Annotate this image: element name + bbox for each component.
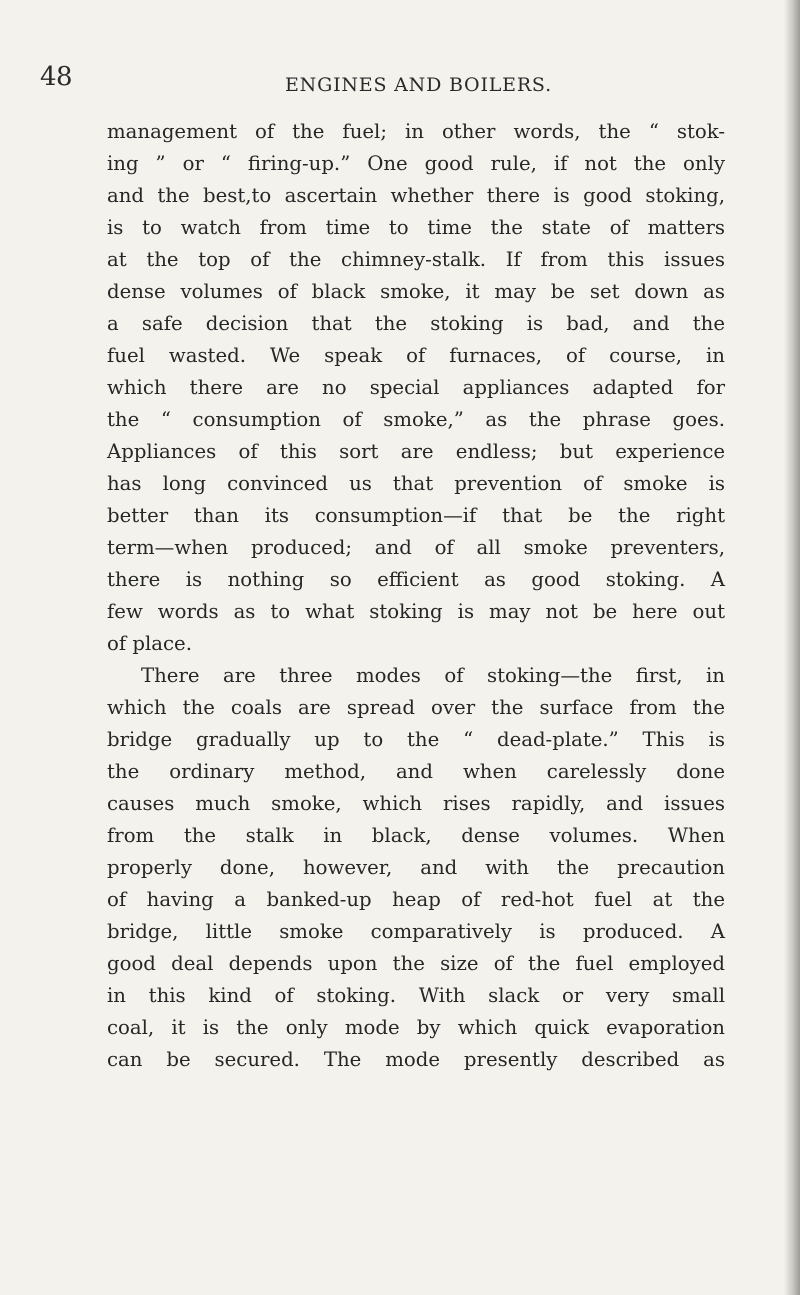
text-line: the ordinary method, and when carelessly done: [107, 760, 725, 783]
text-line: fuel wasted. We speak of furnaces, of course, in: [107, 344, 725, 367]
body-text: [107, 116, 725, 1076]
page-edge-shadow: [784, 0, 800, 1295]
text-line: at the top of the chimney-stalk. If from this issues: [107, 248, 725, 271]
text-line: from the stalk in black, dense volumes. When: [107, 824, 725, 847]
text-line: dense volumes of black smoke, it may be set down as: [107, 280, 725, 303]
text-line: good deal depends upon the size of the fuel employed: [107, 952, 725, 975]
text-line: management of the fuel; in other words, the “ stok-: [107, 120, 725, 143]
text-line: coal, it is the only mode by which quick evaporation: [107, 1016, 725, 1039]
text-line: the “ consumption of smoke,” as the phrase goes.: [107, 408, 725, 431]
text-line: ing ” or “ firing-up.” One good rule, if not the only: [107, 152, 725, 175]
text-line: few words as to what stoking is may not be here out: [107, 600, 725, 623]
text-line: term—when produced; and of all smoke preventers,: [107, 536, 725, 559]
text-line: There are three modes of stoking—the first, in: [141, 664, 725, 687]
text-line: a safe decision that the stoking is bad, and the: [107, 312, 725, 335]
text-line: is to watch from time to time the state of matters: [107, 216, 725, 239]
text-line: can be secured. The mode presently described as: [107, 1048, 725, 1071]
text-line: there is nothing so efficient as good stoking. A: [107, 568, 725, 591]
text-line: which there are no special appliances adapted for: [107, 376, 725, 399]
page-number: 48: [40, 62, 73, 92]
text-line: and the best,to ascertain whether there is good stoking,: [107, 184, 725, 207]
text-line: bridge gradually up to the “ dead-plate.” This is: [107, 728, 725, 751]
text-line: Appliances of this sort are endless; but experience: [107, 440, 725, 463]
text-line: of place.: [107, 632, 192, 655]
text-line: which the coals are spread over the surface from the: [107, 696, 725, 719]
text-line: better than its consumption—if that be the right: [107, 504, 725, 527]
text-line: of having a banked-up heap of red-hot fuel at the: [107, 888, 725, 911]
text-line: in this kind of stoking. With slack or very small: [107, 984, 725, 1007]
text-line: has long convinced us that prevention of smoke is: [107, 472, 725, 495]
text-line: properly done, however, and with the precaution: [107, 856, 725, 879]
text-line: bridge, little smoke comparatively is produced. A: [107, 920, 725, 943]
running-title: ENGINES AND BOILERS.: [285, 74, 552, 96]
text-line: causes much smoke, which rises rapidly, and issues: [107, 792, 725, 815]
